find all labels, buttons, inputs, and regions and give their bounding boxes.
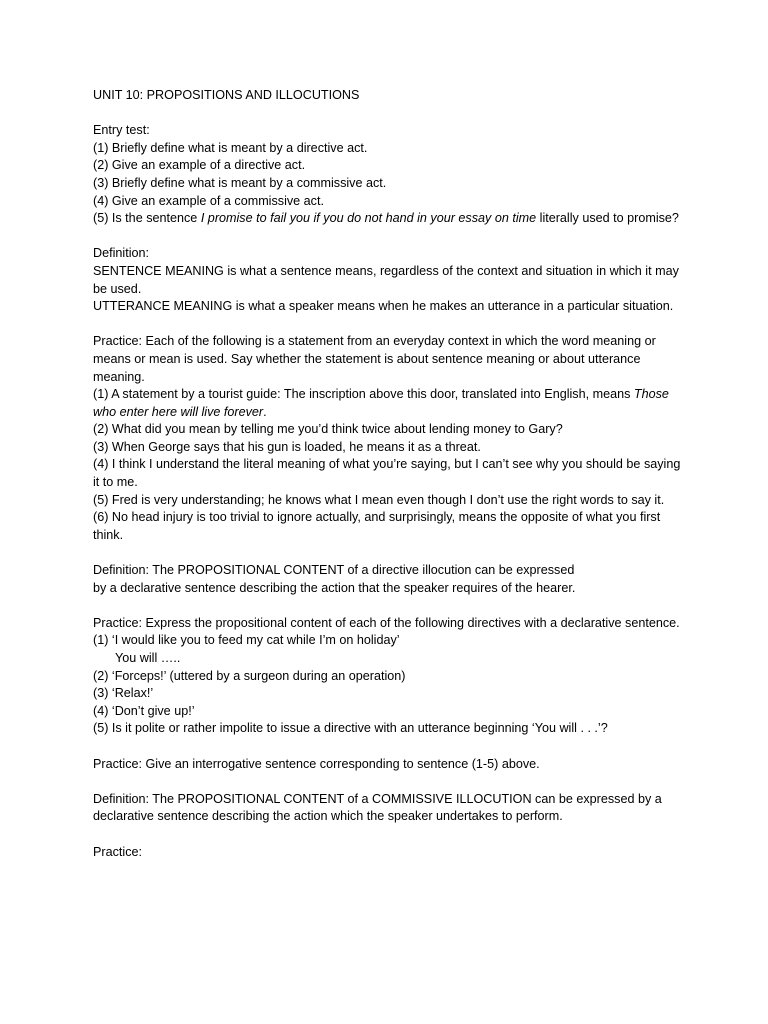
spacer [93, 597, 683, 615]
entry-test-heading: Entry test: [93, 123, 150, 138]
spacer [93, 105, 683, 123]
practice-directive-section [93, 615, 683, 738]
page-title: UNIT 10: PROPOSITIONS AND ILLOCUTIONS [93, 88, 360, 102]
practice-meaning-item-4: (4) I think I understand the literal meaning of what you’re saying, but I can’t see why you should be saying it to me. [93, 457, 681, 490]
practice-meaning-section [93, 333, 683, 544]
spacer [93, 316, 683, 334]
definition-directive-section [93, 562, 683, 597]
practice-directive-item-1-answer: You will ….. [115, 651, 181, 665]
practice-meaning-item-2: (2) What did you mean by telling me you’d think twice about lending money to Gary? [93, 422, 563, 437]
spacer [93, 228, 683, 246]
entry-test-item-5-prefix: (5) Is the sentence [93, 211, 201, 226]
practice-directive-item-2: (2) ‘Forceps!’ (uttered by a surgeon during an operation) [93, 668, 406, 683]
definition-directive-line-2: by a declarative sentence describing the action that the speaker requires of the hearer. [93, 580, 576, 595]
entry-test-item-3: (3) Briefly define what is meant by a commissive act. [93, 175, 387, 190]
entry-test-item-2: (2) Give an example of a directive act. [93, 158, 306, 173]
entry-test-item-5-suffix: literally used to promise? [536, 211, 679, 226]
entry-test-item-5-example: I promise to fail you if you do not hand in your essay on time [200, 211, 537, 226]
practice-interrogative: Practice: Give an interrogative sentence corresponding to sentence (1-5) above. [93, 756, 540, 771]
entry-test-item-1: (1) Briefly define what is meant by a directive act. [93, 140, 368, 155]
spacer [93, 738, 683, 756]
entry-test-item-5 [93, 210, 683, 228]
practice-meaning-item-1-prefix: (1) A statement by a tourist guide: The inscription above this door, translated into English, means [93, 387, 634, 402]
practice-directive-item-4: (4) ‘Don’t give up!’ [93, 703, 195, 718]
sentence-meaning-definition: SENTENCE MEANING is what a sentence means, regardless of the context and situation in which it may be used. [93, 263, 679, 296]
spacer [93, 826, 683, 844]
practice-directive-intro: Practice: Express the propositional content of each of the following directives with a declarative sentence. [93, 615, 680, 630]
entry-test-section [93, 122, 683, 228]
definition-heading: Definition: [93, 246, 150, 261]
practice-directive-item-5: (5) Is it polite or rather impolite to issue a directive with an utterance beginning ‘You will . . .’? [93, 721, 608, 736]
practice-meaning-item-1 [93, 386, 683, 421]
utterance-meaning-definition: UTTERANCE MEANING is what a speaker means when he makes an utterance in a particular situation. [93, 299, 674, 314]
definition-meaning-section [93, 245, 683, 315]
practice-meaning-item-6: (6) No head injury is too trivial to ignore actually, and surprisingly, means the opposite of what you first think. [93, 510, 661, 542]
definition-directive-line-1: Definition: The PROPOSITIONAL CONTENT of a directive illocution can be expressed [93, 563, 575, 578]
practice-directive-item-1: (1) ‘I would like you to feed my cat while I’m on holiday’ [93, 633, 400, 648]
definition-commissive: Definition: The PROPOSITIONAL CONTENT of a COMMISSIVE ILLOCUTION can be expressed by a declarative sentence describing the action which the speaker undertakes to perform. [93, 791, 662, 824]
spacer [93, 773, 683, 791]
practice-meaning-item-1-suffix: . [263, 404, 267, 419]
practice-meaning-intro: Practice: Each of the following is a statement from an everyday context in which the word meaning or means or mean is used. Say whether the statement is about sentence meaning or about utterance meaning. [93, 334, 656, 384]
practice-meaning-item-1-quote: Those who enter here will live forever [93, 387, 669, 419]
practice-commissive-heading: Practice: [93, 844, 142, 859]
entry-test-item-4: (4) Give an example of a commissive act. [93, 193, 324, 208]
spacer [93, 544, 683, 562]
practice-meaning-item-5: (5) Fred is very understanding; he knows what I mean even though I don’t use the right words to say it. [93, 492, 665, 507]
practice-meaning-item-3: (3) When George says that his gun is loaded, he means it as a threat. [93, 439, 481, 454]
practice-directive-item-3: (3) ‘Relax!’ [93, 686, 154, 701]
document-page [93, 87, 683, 861]
